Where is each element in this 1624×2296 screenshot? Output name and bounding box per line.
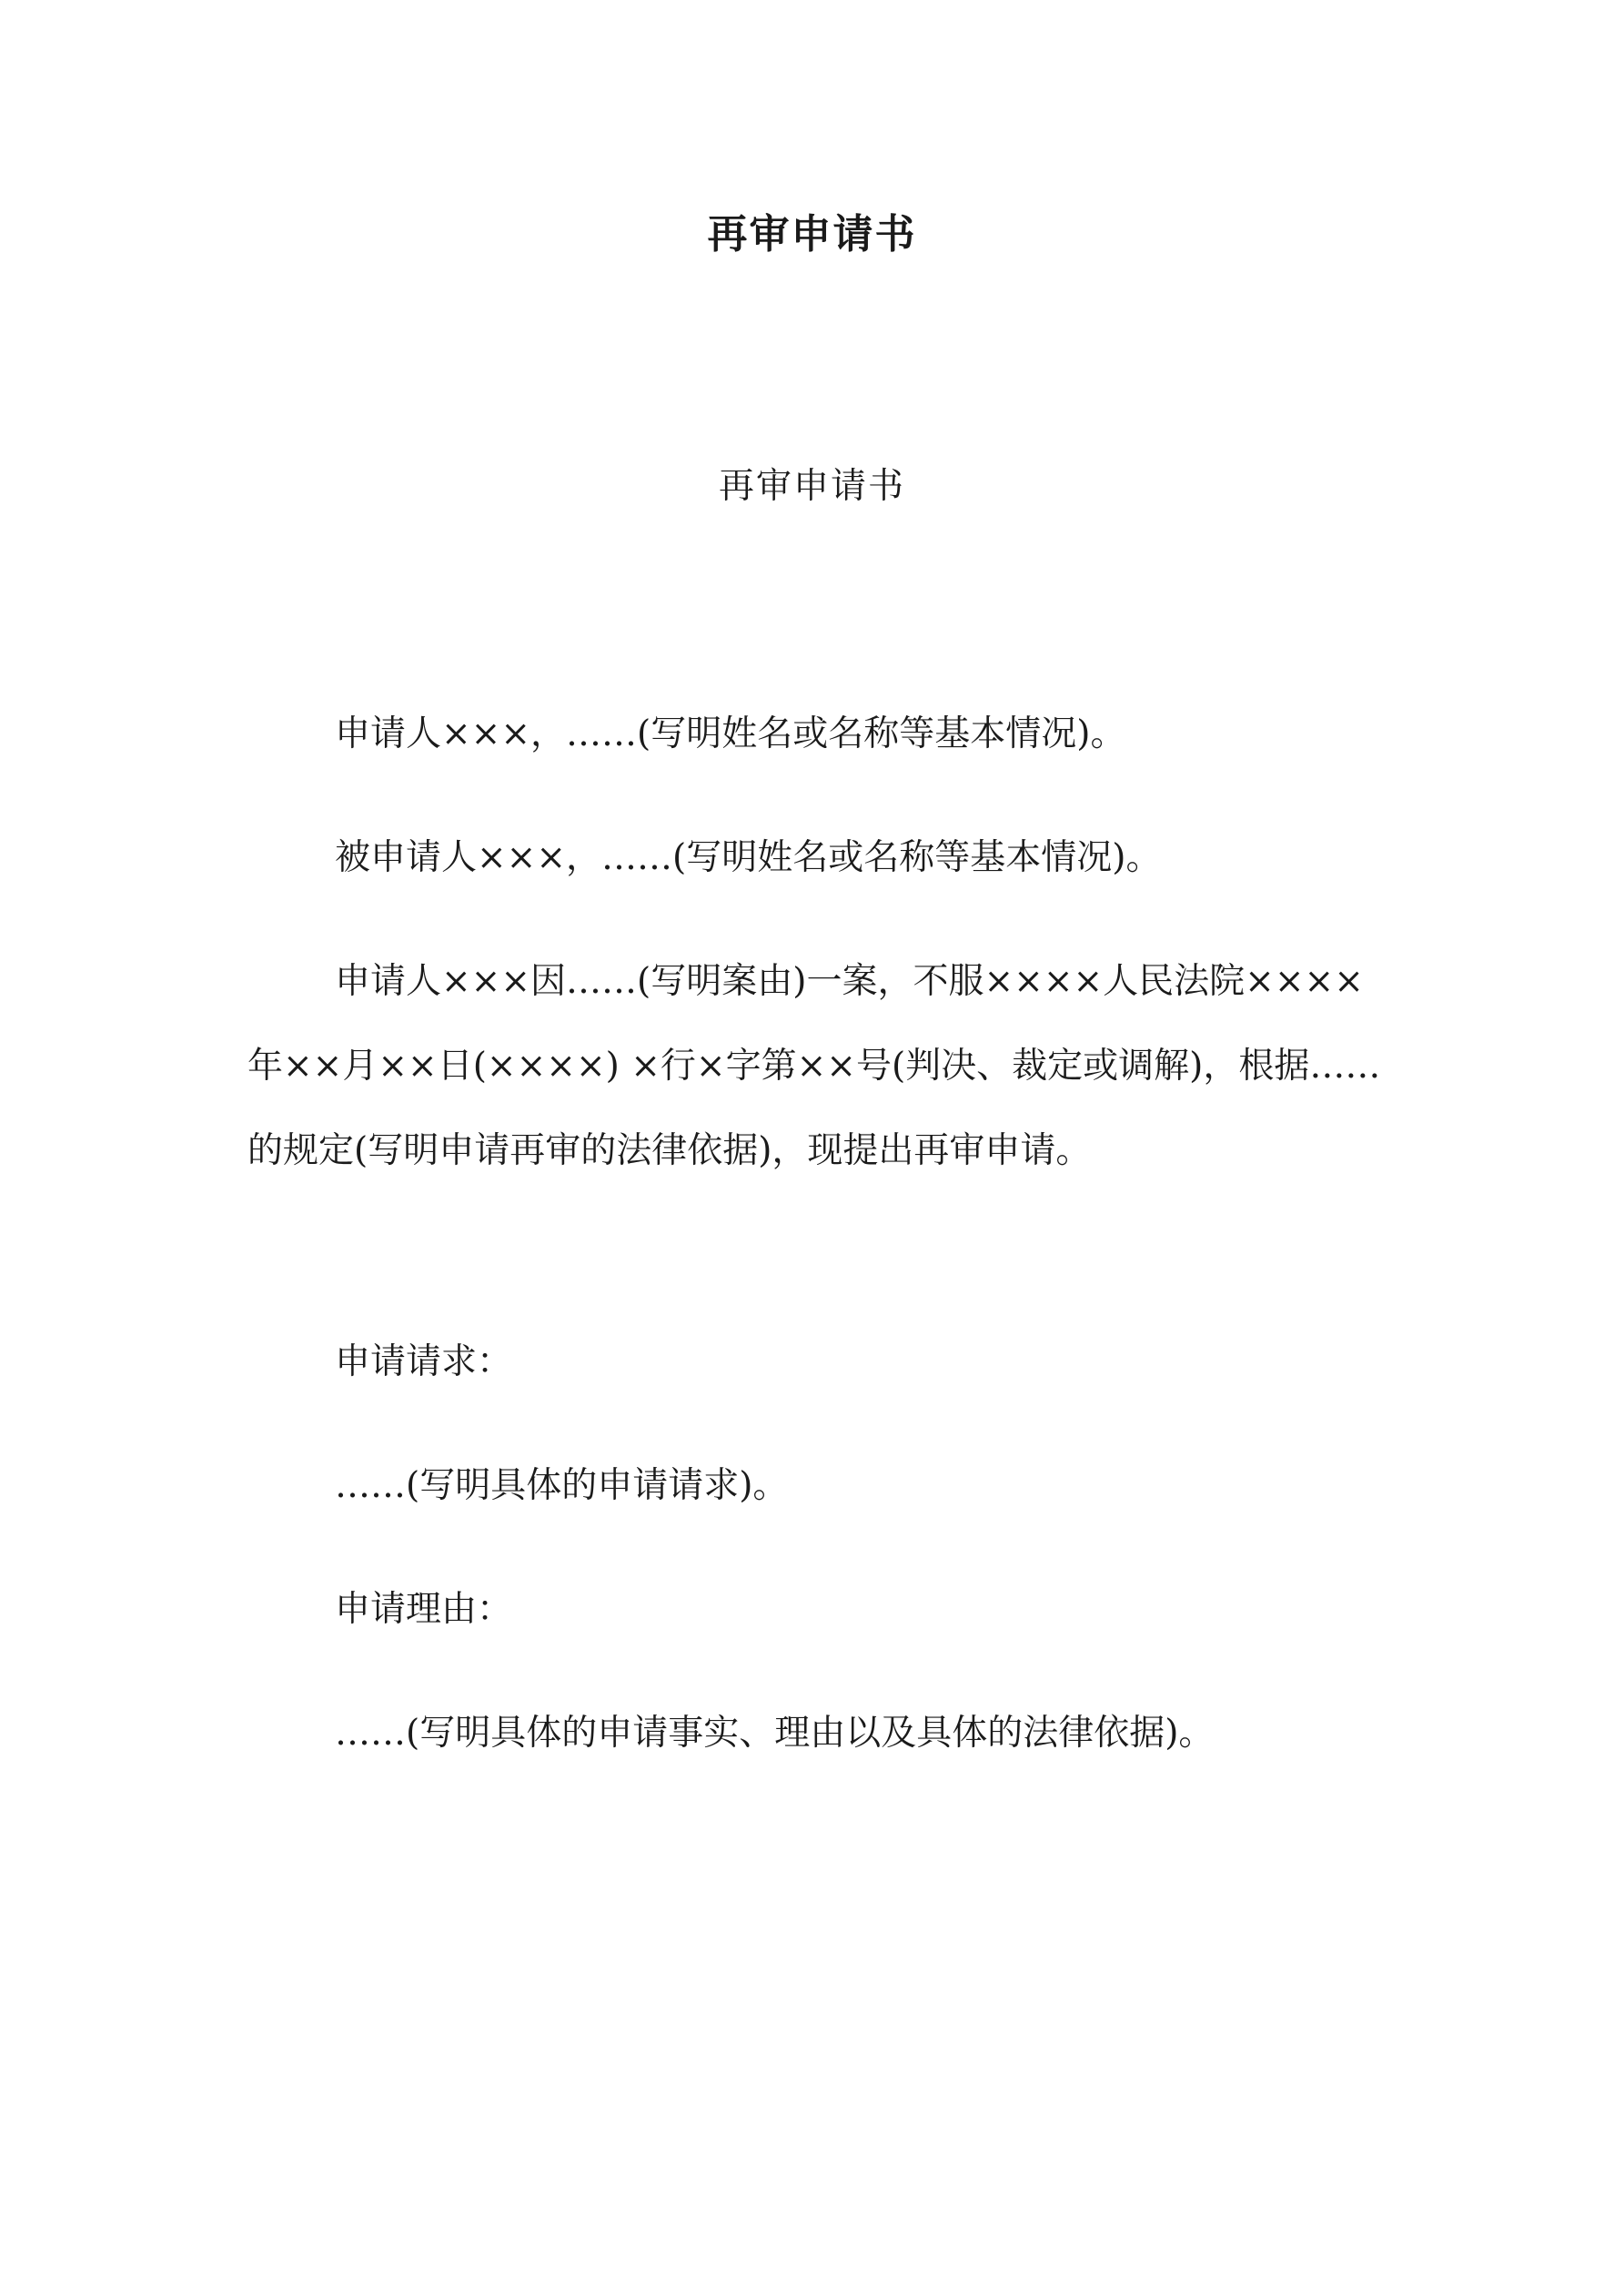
applicant-paragraph: 申请人×××，……(写明姓名或名称等基本情况)。 [335, 713, 1126, 754]
reasons-heading: 申请理由： [335, 1589, 513, 1630]
claims-body: ……(写明具体的申请请求)。 [335, 1465, 789, 1506]
claims-heading: 申请请求： [335, 1341, 513, 1382]
reasons-body: ……(写明具体的申请事实、理由以及具体的法律依据)。 [335, 1713, 1215, 1754]
case-paragraph: 申请人×××因……(写明案由)一案，不服××××人民法院××××年××月××日(××××) ×行×字第××号(判决、裁定或调解)，根据……的规定(写明申请再审的法律依据)，现提出再审申请。 [247, 961, 1381, 1171]
document-title: 再审申请书 [707, 211, 917, 258]
respondent-paragraph: 被申请人×××，……(写明姓名或名称等基本情况)。 [335, 837, 1162, 878]
document-subtitle: 再审申请书 [718, 466, 905, 507]
